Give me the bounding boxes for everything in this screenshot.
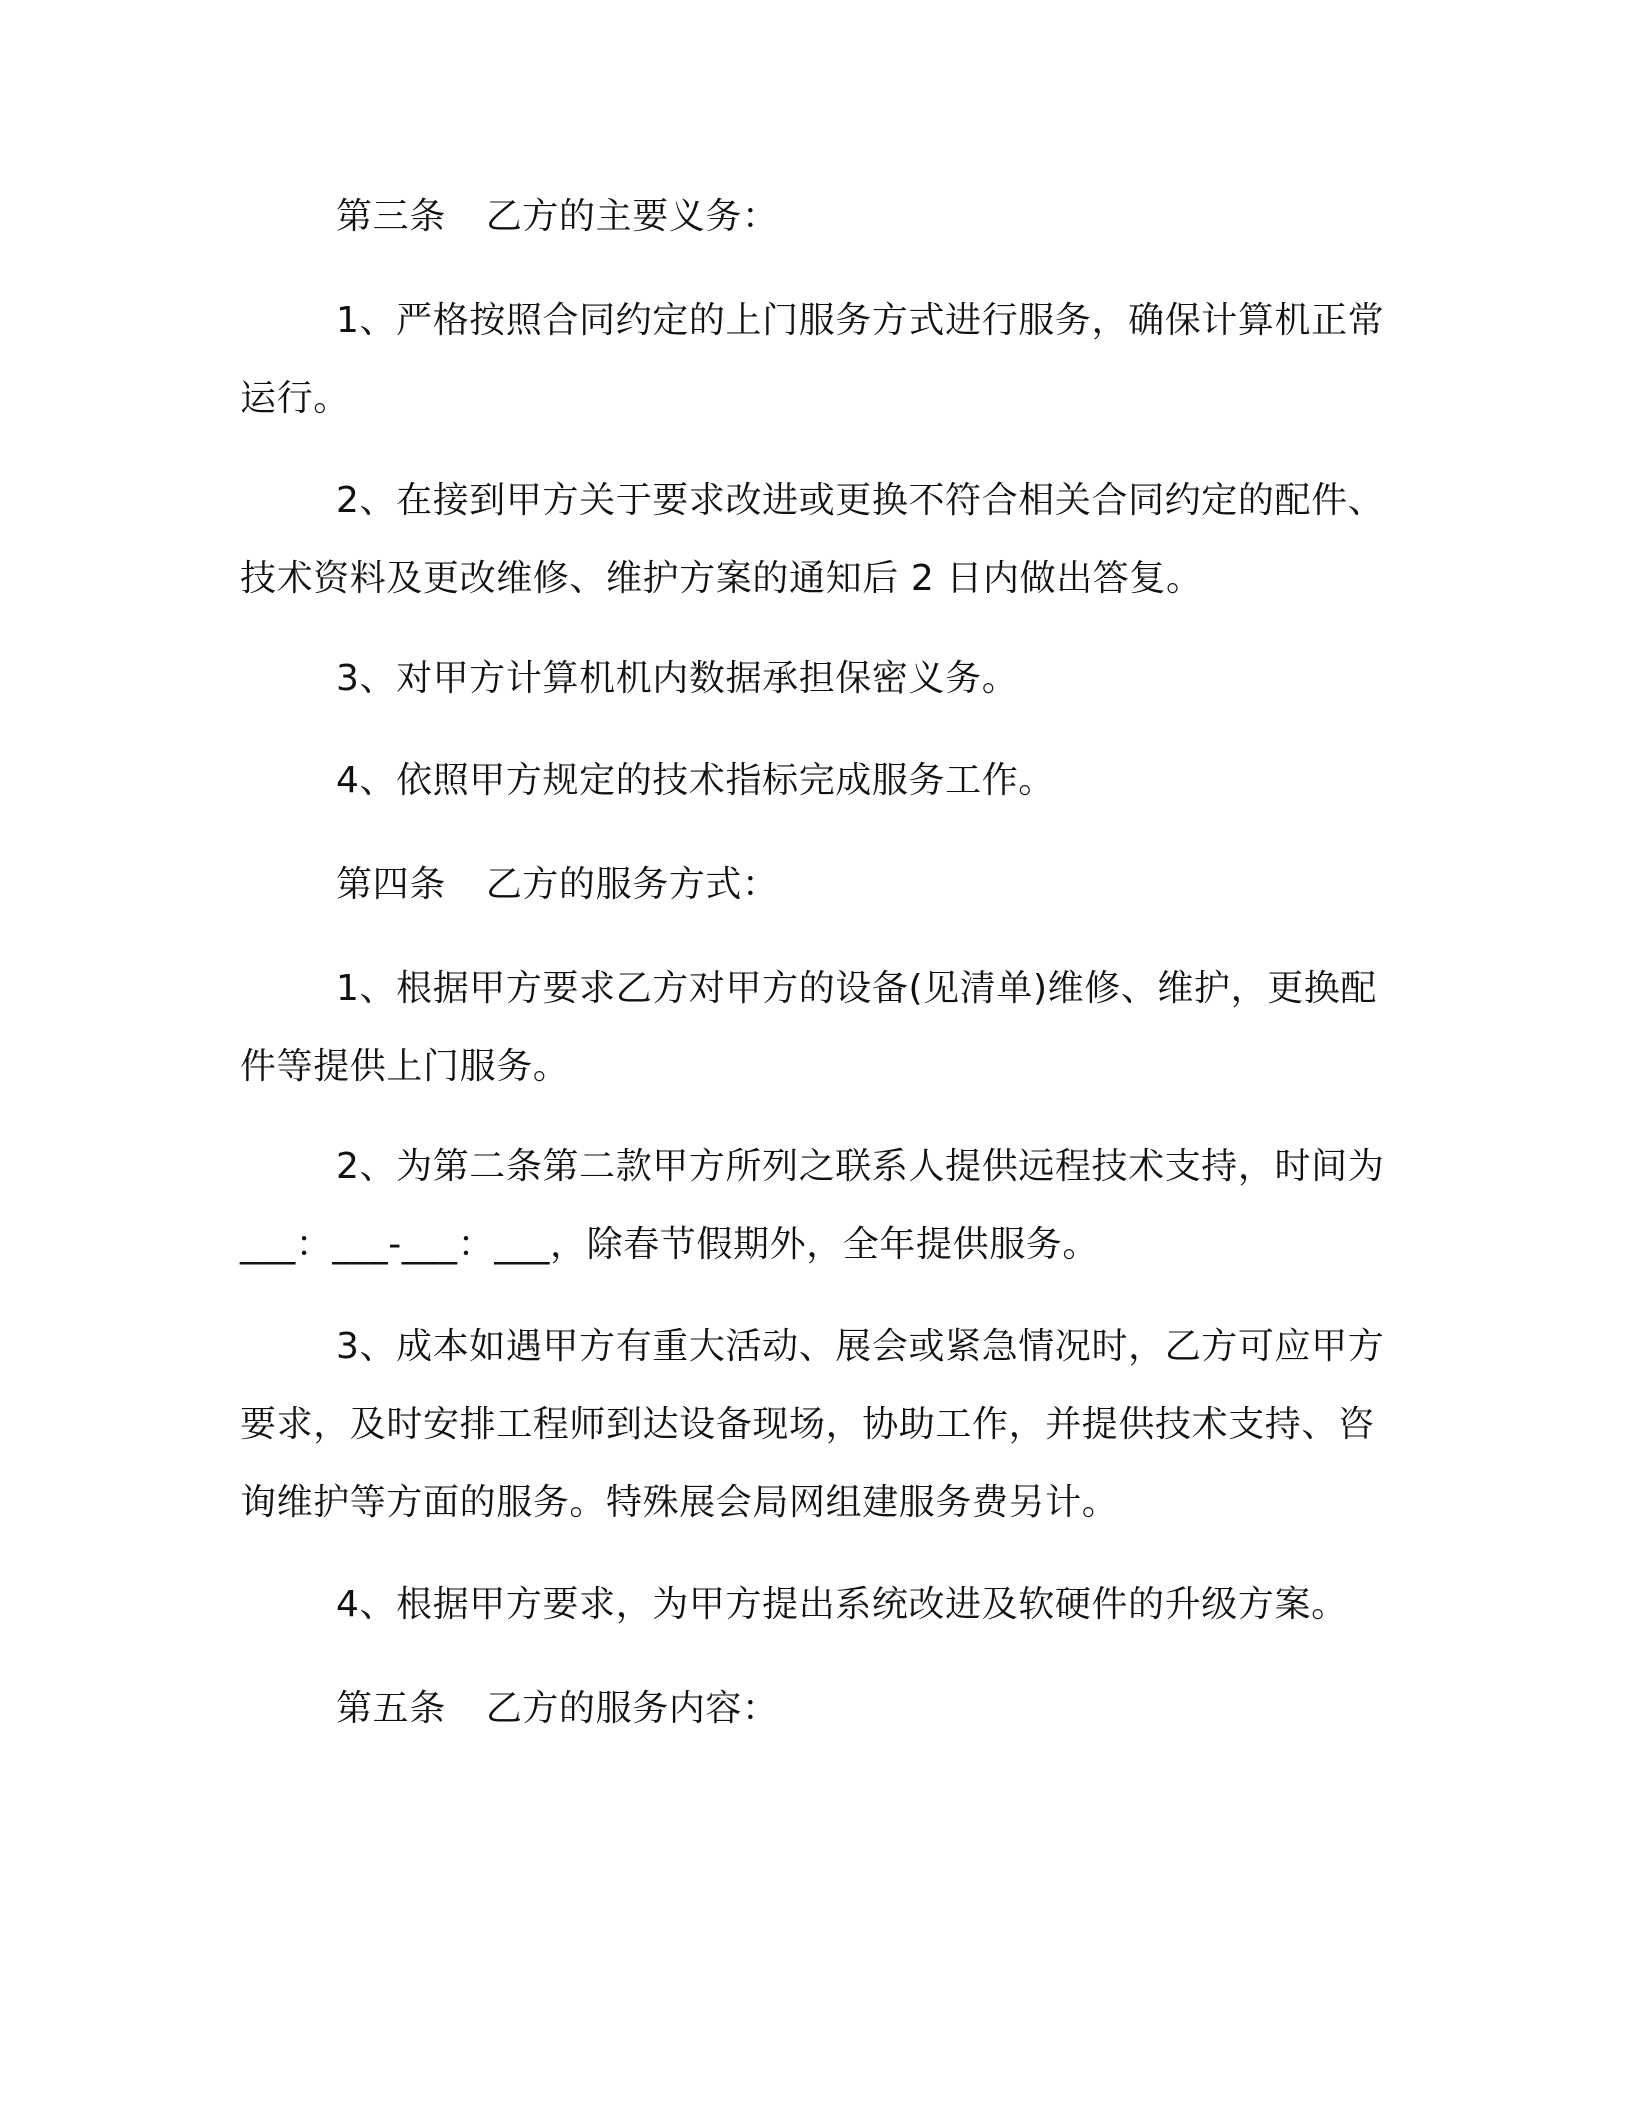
article-5-label: 第五条 [336, 1688, 446, 1729]
article-4-item-3: 3、成本如遇甲方有重大活动、展会或紧急情况时，乙方可应甲方要求，及时安排工程师到达设备现场，协助工作，并提供技术支持、咨询维护等方面的服务。特殊展会局网组建服务费另计。 [240, 1326, 1385, 1523]
article-3-item-2: 2、在接到甲方关于要求改进或更换不符合相关合同约定的配件、技术资料及更改维修、维护方案的通知后 2 日内做出答复。 [240, 480, 1385, 599]
article-4-heading [240, 846, 1400, 924]
article-4-item-1: 1、根据甲方要求乙方对甲方的设备(见清单)维修、维护，更换配件等提供上门服务。 [240, 968, 1377, 1087]
article-3-label: 第三条 [336, 196, 446, 237]
article-5-heading [240, 1670, 1400, 1748]
article-4-label: 第四条 [336, 864, 446, 905]
article-5-title: 乙方的服务内容： [485, 1688, 779, 1729]
article-3-title: 乙方的主要义务： [485, 196, 779, 237]
article-3-item-4: 4、依照甲方规定的技术指标完成服务工作。 [336, 760, 1055, 801]
article-3-heading [240, 178, 1400, 256]
article-3-item-3: 3、对甲方计算机机内数据承担保密义务。 [336, 658, 1019, 699]
article-4-item-4: 4、根据甲方要求，为甲方提出系统改进及软硬件的升级方案。 [336, 1584, 1348, 1625]
article-4-title: 乙方的服务方式： [485, 864, 779, 905]
article-4-item-2: 2、为第二条第二款甲方所列之联系人提供远程技术支持，时间为___：___-___：___，除春节假期外，全年提供服务。 [240, 1146, 1385, 1265]
article-3-item-1: 1、严格按照合同约定的上门服务方式进行服务，确保计算机正常运行。 [240, 300, 1385, 419]
